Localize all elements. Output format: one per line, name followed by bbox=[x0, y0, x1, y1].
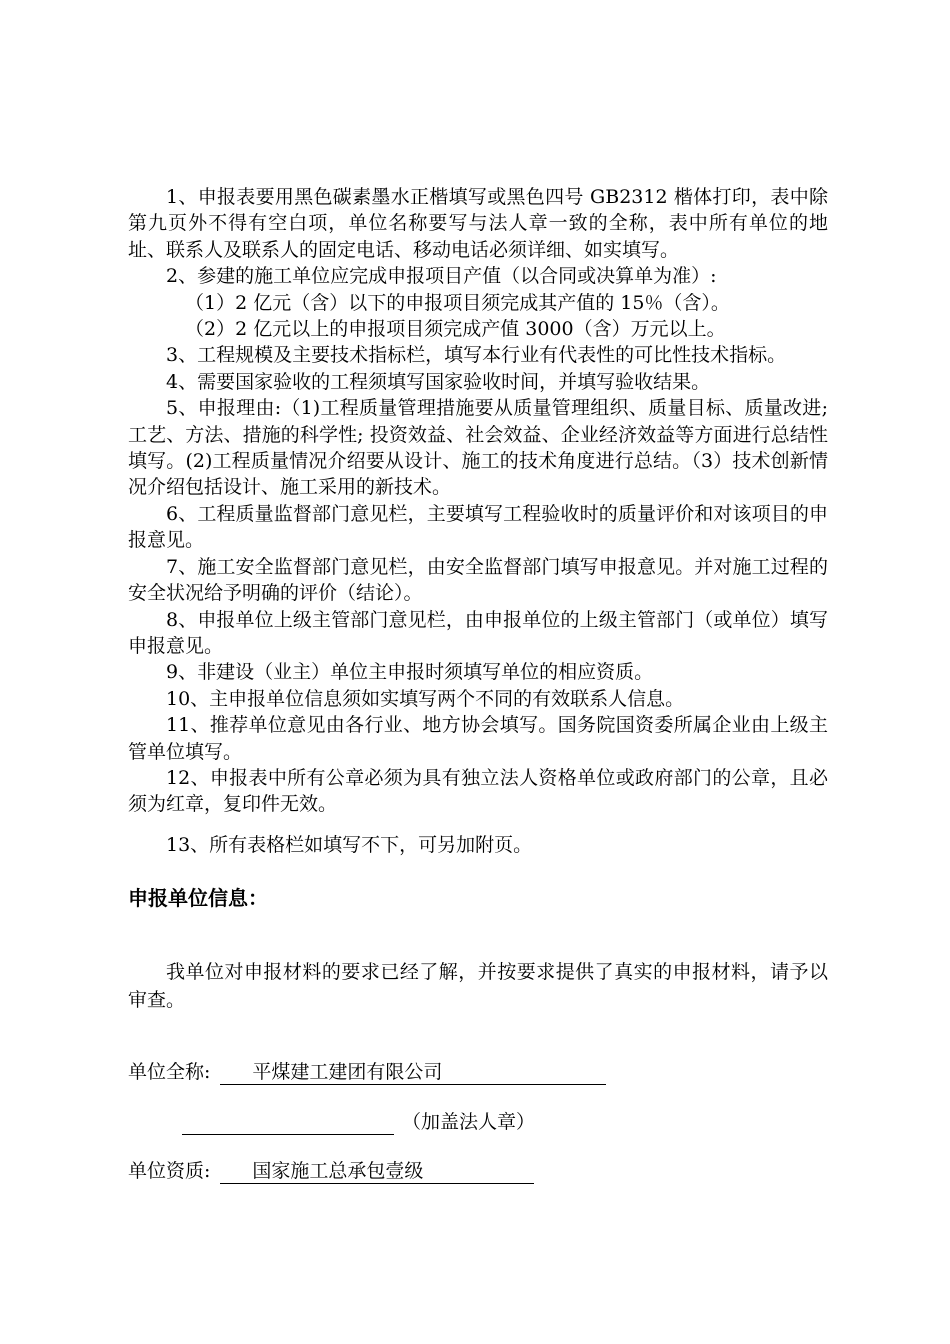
unit-name-label: 单位全称: bbox=[128, 1061, 211, 1083]
instruction-item-4: 4、需要国家验收的工程须填写国家验收时间，并填写验收结果。 bbox=[166, 370, 711, 393]
qualification-field[interactable] bbox=[220, 1157, 534, 1185]
seal-row bbox=[182, 1108, 535, 1136]
instruction-item-6: 6、工程质量监督部门意见栏，主要填写工程验收时的质量评价和对该项目的申报意见。 bbox=[128, 502, 828, 552]
instruction-item-9: 9、非建设（业主）单位主申报时须填写单位的相应资质。 bbox=[166, 661, 654, 684]
instruction-item-10: 10、主申报单位信息须如实填写两个不同的有效联系人信息。 bbox=[166, 687, 685, 710]
instruction-item-13: 13、所有表格栏如填写不下，可另加附页。 bbox=[166, 833, 533, 856]
unit-name-field[interactable] bbox=[220, 1058, 606, 1086]
declaration-block bbox=[128, 958, 828, 1014]
qualification-label: 单位资质: bbox=[128, 1160, 211, 1182]
instruction-item-2-sub-2: （2）2 亿元以上的申报项目须完成产值 3000（含）万元以上。 bbox=[185, 318, 726, 341]
instruction-item-11: 11、推荐单位意见由各行业、地方协会填写。国务院国资委所属企业由上级主管单位填写。 bbox=[128, 714, 828, 763]
instruction-item-7: 7、施工安全监督部门意见栏，由安全监督部门填写申报意见。并对施工过程的安全状况给予明确的评价（结论）。 bbox=[128, 555, 828, 605]
qualification-value: 国家施工总承包壹级 bbox=[252, 1160, 424, 1182]
instruction-item-1: 1、申报表要用黑色碳素墨水正楷填写或黑色四号 GB2312 楷体打印，表中除第九页外不得有空白项，单位名称要写与法人章一致的全称，表中所有单位的地址、联系人及联系人的固定电话、移动电话必须详细、如实填写。 bbox=[128, 186, 828, 261]
instruction-item-3: 3、工程规模及主要技术指标栏，填写本行业有代表性的可比性技术指标。 bbox=[166, 344, 787, 367]
unit-name-value: 平煤建工建团有限公司 bbox=[252, 1061, 443, 1083]
qualification-row bbox=[128, 1157, 534, 1185]
seal-note: （加盖法人章） bbox=[402, 1111, 536, 1133]
seal-signature-line[interactable] bbox=[182, 1108, 394, 1136]
instructions-list bbox=[128, 184, 828, 858]
instruction-item-5: 5、申报理由:（1)工程质量管理措施要从质量管理组织、质量目标、质量改进; 工艺、方法、措施的科学性; 投资效益、社会效益、企业经济效益等方面进行总结性填写。(2)工程质量情况介绍要从设计、施工的技术角度进行总结。（3）技术创新情况介绍包括设计、施工采用的新技术。 bbox=[128, 397, 828, 499]
instruction-item-2-sub-1: （1）2 亿元（含）以下的申报项目须完成其产值的 15％（含）。 bbox=[185, 291, 730, 314]
instruction-item-12: 12、申报表中所有公章必须为具有独立法人资格单位或政府部门的公章，且必须为红章，复印件无效。 bbox=[128, 766, 828, 816]
instruction-item-8: 8、申报单位上级主管部门意见栏，由申报单位的上级主管部门（或单位）填写申报意见。 bbox=[128, 608, 828, 657]
declaration-text: 我单位对申报材料的要求已经了解，并按要求提供了真实的申报材料，请予以审查。 bbox=[128, 961, 828, 1011]
unit-name-row bbox=[128, 1058, 606, 1086]
section-title: 申报单位信息： bbox=[128, 886, 268, 910]
instruction-item-2: 2、参建的施工单位应完成申报项目产值（以合同或决算单为准）: bbox=[166, 265, 717, 288]
